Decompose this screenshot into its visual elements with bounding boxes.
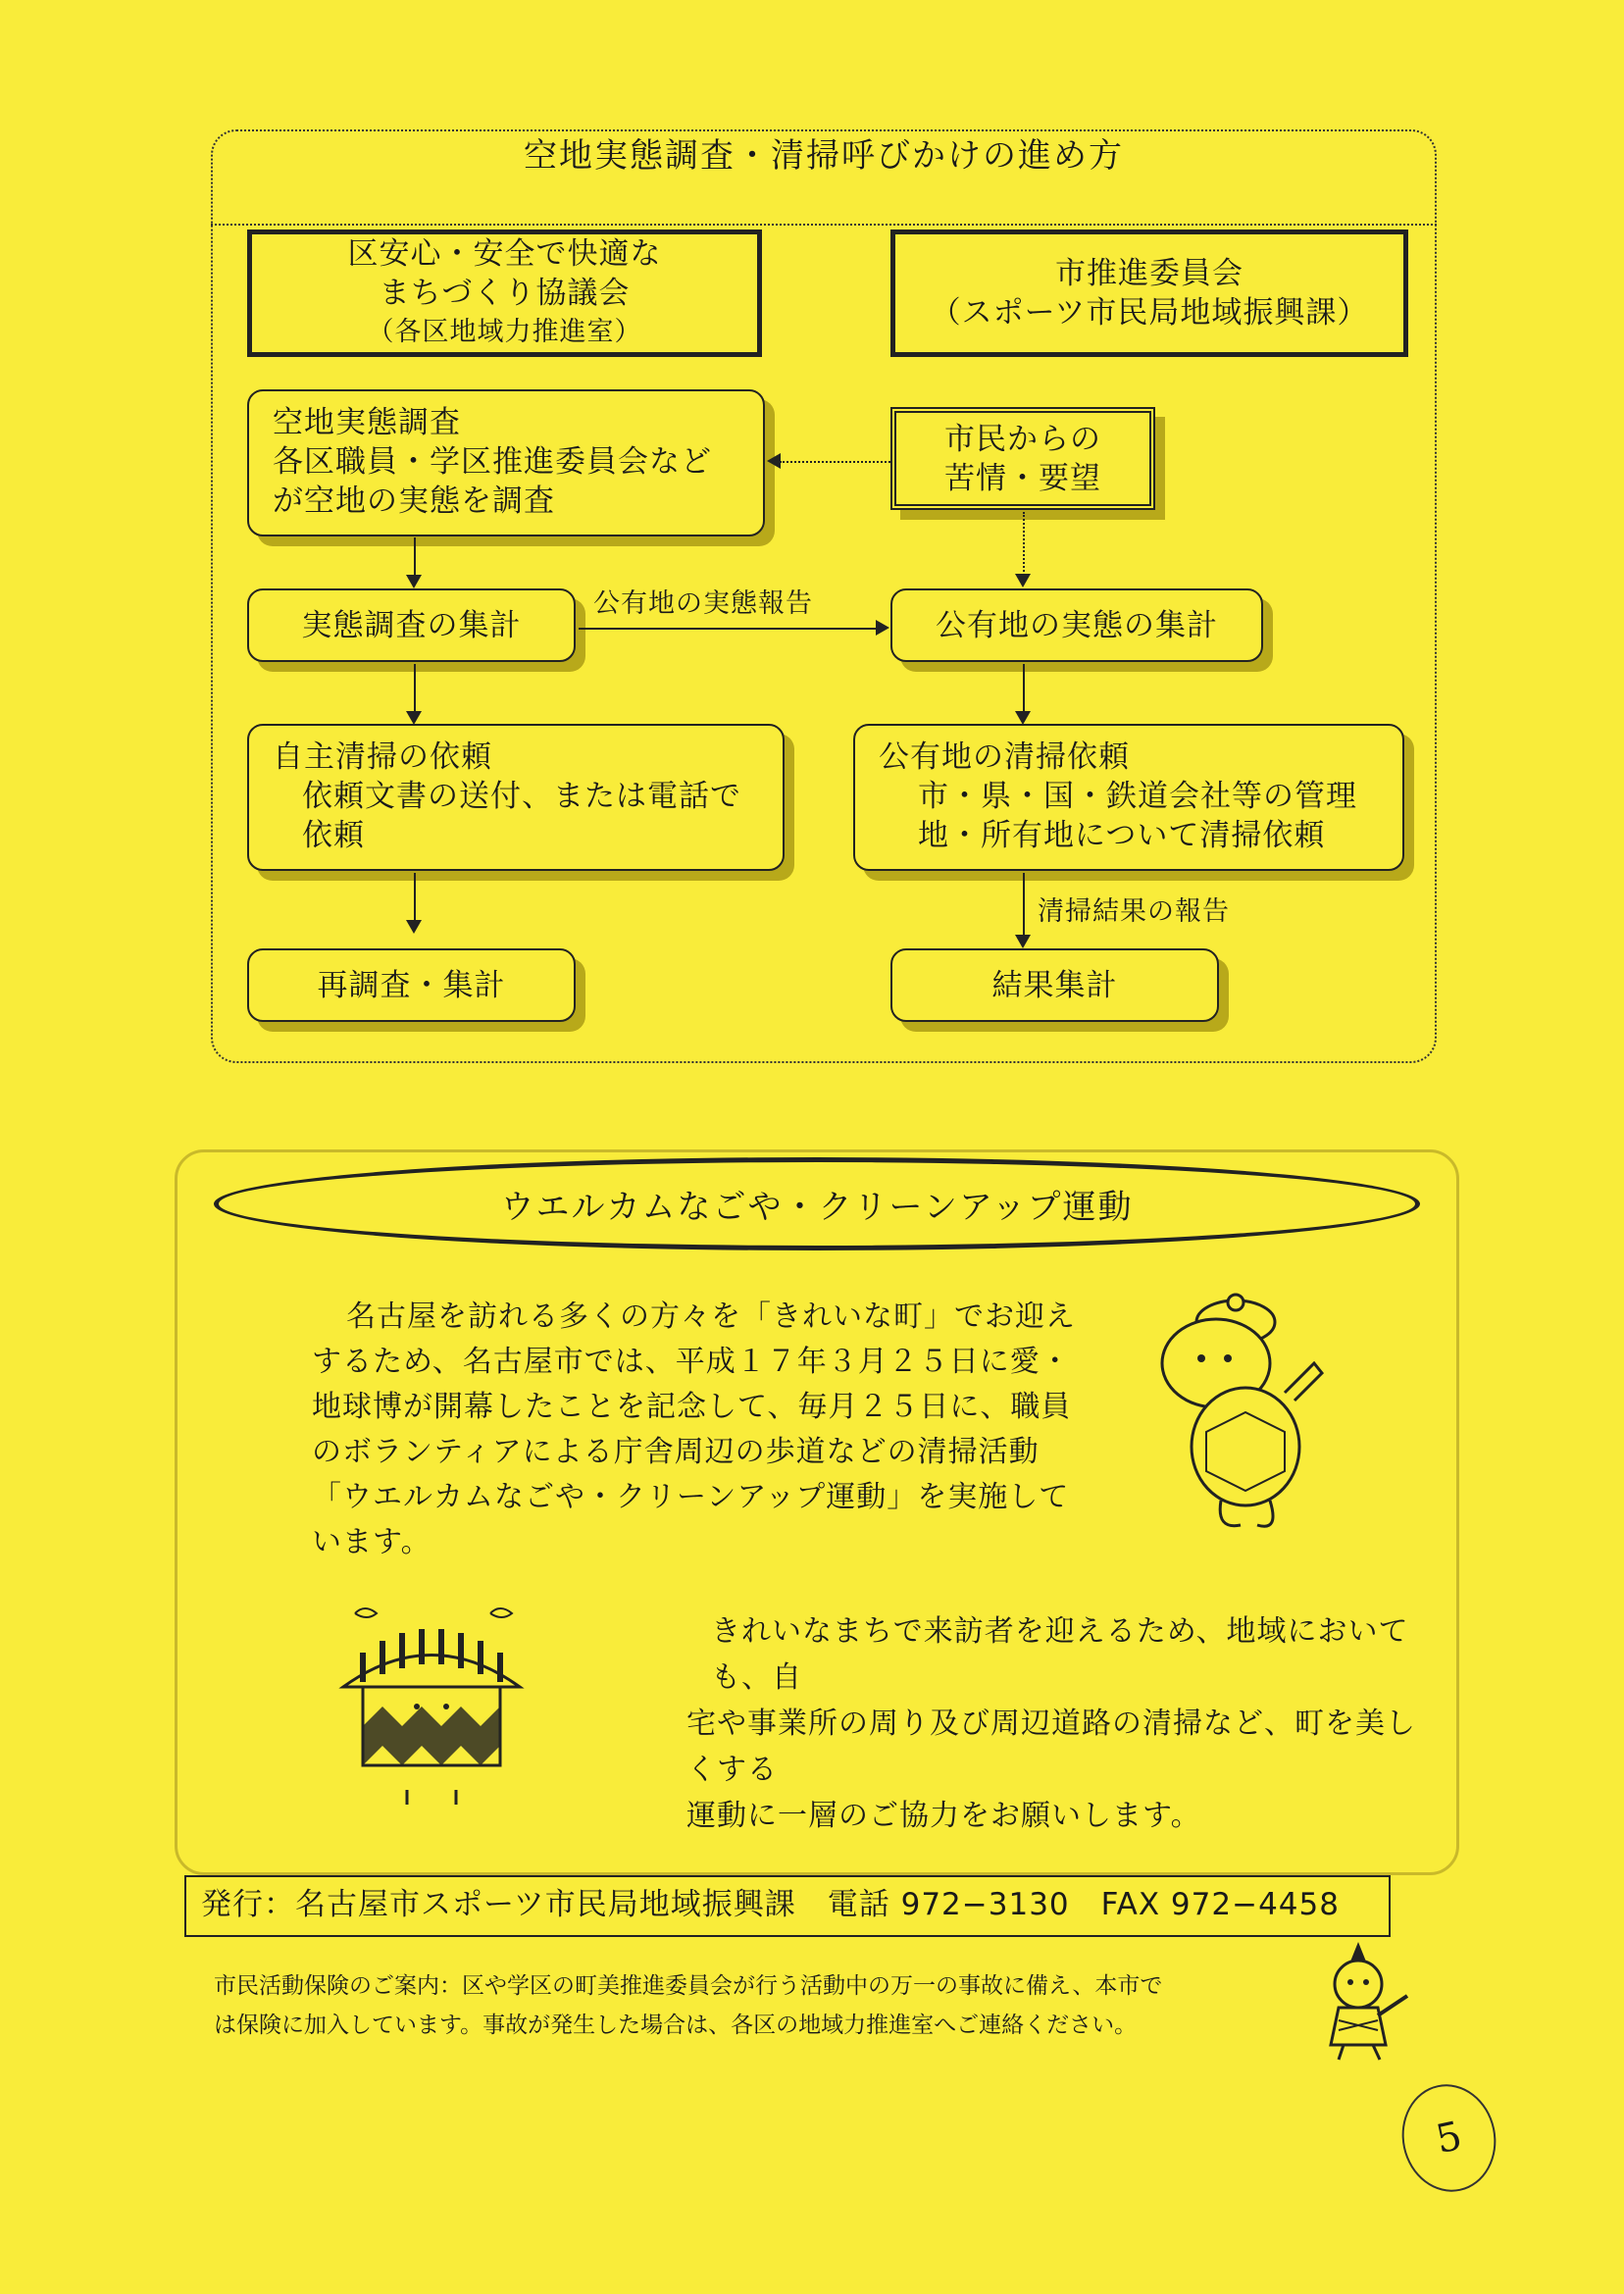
public-cleaning-line2: 市・県・国・鉄道会社等の管理	[918, 779, 1357, 814]
totals-down-arrow	[414, 664, 416, 713]
self-cleaning-down-arrowhead	[406, 920, 422, 934]
public-cleaning-request-box	[853, 724, 1404, 871]
cleaning-report-label: 清掃結果の報告	[1038, 896, 1230, 927]
public-cleaning-down-arrowhead	[1015, 935, 1031, 948]
page-number-circle	[1393, 2075, 1506, 2200]
public-cleaning-line3: 地・所有地について清掃依頼	[918, 818, 1326, 853]
self-cleaning-line1: 自主清掃の依頼	[273, 739, 492, 775]
public-cleaning-down-arrow	[1023, 873, 1025, 937]
public-report-arrow	[579, 628, 878, 630]
survey-totals-box	[247, 588, 576, 662]
welcome-body-line: するため、名古屋市では、平成１７年３月２５日に愛・	[312, 1345, 1071, 1379]
complaints-to-survey-arrow	[780, 461, 890, 463]
welcome-body-line: います。	[312, 1525, 431, 1559]
community-request-text	[686, 1608, 1432, 1839]
public-totals-down-arrow	[1023, 664, 1025, 713]
city-committee-box	[890, 229, 1408, 357]
ward-council-line1: 区安心・安全で快適な	[347, 236, 662, 272]
totals-down-arrowhead	[406, 711, 422, 725]
results-label: 結果集計	[991, 967, 1118, 1003]
vacant-lot-survey-box	[247, 389, 765, 536]
public-cleaning-line1: 公有地の清掃依頼	[879, 739, 1130, 775]
welcome-body-line: 「ウエルカムなごや・クリーンアップ運動」を実施して	[312, 1480, 1070, 1514]
request-line: 運動に一層のご協力をお願いします。	[686, 1799, 1201, 1833]
complaints-down-arrow	[1023, 512, 1025, 576]
survey-line1: 空地実態調査	[273, 405, 461, 440]
ward-council-box	[247, 229, 762, 357]
welcome-body-line: のボランティアによる庁舎周辺の歩道などの清掃活動	[312, 1435, 1040, 1469]
welcome-body-line: 名古屋を訪れる多くの方々を「きれいな町」でお迎え	[346, 1300, 1076, 1334]
flow-chart-divider	[211, 224, 1437, 226]
welcome-title: ウエルカムなごや・クリーンアップ運動	[500, 1188, 1134, 1227]
complaints-to-survey-arrowhead	[767, 453, 781, 469]
public-totals-down-arrowhead	[1015, 711, 1031, 725]
welcome-body-line: 地球博が開幕したことを記念して、毎月２５日に、職員	[312, 1390, 1072, 1424]
city-committee-line2: （スポーツ市民局地域振興課）	[930, 295, 1369, 331]
flow-chart-title: 空地実態調査・清掃呼びかけの進め方	[524, 136, 1124, 176]
request-line: 宅や事業所の周り及び周辺道路の清掃など、町を美しくする	[686, 1707, 1416, 1787]
ward-council-line2: まちづくり協議会	[379, 276, 631, 311]
city-committee-line1: 市推進委員会	[1055, 256, 1243, 291]
public-totals-label: 公有地の実態の集計	[936, 607, 1218, 643]
insurance-notice	[214, 1966, 1312, 2045]
self-cleaning-request-box	[247, 724, 785, 871]
self-cleaning-line3: 依頼	[302, 818, 365, 853]
survey-line2: 各区職員・学区推進委員会など	[273, 444, 712, 480]
public-report-label: 公有地の実態報告	[593, 588, 813, 619]
issuer-contact-box	[184, 1875, 1391, 1937]
insurance-line2: は保険に加入しています。事故が発生した場合は、各区の地域力推進室へご連絡ください。	[214, 2013, 1138, 2038]
ward-council-line3: （各区地域力推進室）	[367, 317, 642, 347]
page-number: 5	[1432, 2113, 1466, 2164]
insurance-line1: 市民活動保険のご案内：区や学区の町美推進委員会が行う活動中の万一の事故に備え、本市で	[214, 1973, 1163, 1999]
self-cleaning-down-arrow	[414, 873, 416, 922]
public-report-arrowhead	[876, 620, 889, 636]
citizen-complaints-box	[890, 407, 1155, 510]
samurai-mascot-illustration	[1309, 1937, 1417, 2065]
complaints-down-arrowhead	[1015, 574, 1031, 587]
resurvey-label: 再調査・集計	[317, 967, 506, 1003]
welcome-title-ellipse	[214, 1157, 1420, 1250]
request-line: きれいなまちで来訪者を迎えるため、地域においても、自	[711, 1614, 1409, 1695]
complaints-line2: 苦情・要望	[944, 460, 1101, 496]
survey-line3: が空地の実態を調査	[273, 484, 555, 519]
survey-down-arrowhead	[406, 575, 422, 588]
survey-totals-label: 実態調査の集計	[301, 607, 522, 643]
self-cleaning-line2: 依頼文書の送付、または電話で	[302, 779, 741, 814]
welcome-body	[312, 1295, 1096, 1565]
complaints-line1: 市民からの	[944, 421, 1101, 457]
resurvey-box	[247, 948, 576, 1022]
survey-down-arrow	[414, 537, 416, 577]
turtle-mascot-illustration	[1147, 1275, 1344, 1540]
results-box	[890, 948, 1219, 1022]
public-totals-box	[890, 588, 1263, 662]
castle-mascot-illustration	[324, 1604, 539, 1810]
issuer-contact-text: 発行：名古屋市スポーツ市民局地域振興課 電話 972−3130 FAX 972−4458	[201, 1887, 1340, 1922]
